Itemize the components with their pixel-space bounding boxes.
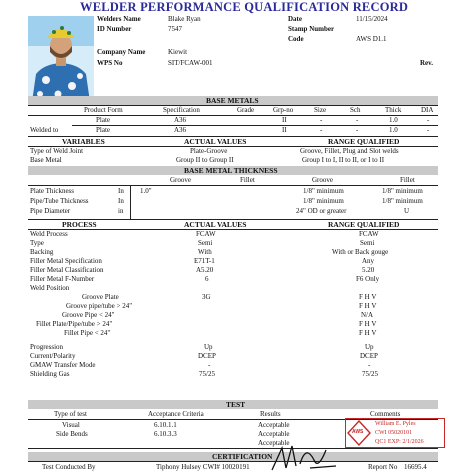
pos-row1-label: Groove Plate — [82, 293, 119, 301]
extra-row1-label: Progression — [30, 343, 64, 351]
welders-name-value: Blake Ryan — [168, 15, 201, 23]
bm-row2-thick: 1.0 — [389, 126, 398, 134]
test-heading: TEST — [226, 400, 246, 409]
bm-row2-grp: II — [282, 126, 287, 134]
thk-row1-range-fillet: 1/8" minimum — [382, 187, 423, 195]
qc1-expiry: QC1 EXP: 2/1/2026 — [375, 439, 424, 445]
proc-row3-actual: With — [198, 248, 212, 256]
bm-row2-sch: - — [356, 126, 359, 134]
test-row2-type: Side Bends — [56, 430, 88, 438]
proc-row1-actual: FCAW — [196, 230, 216, 238]
pos-row4-range: F H V — [359, 320, 377, 328]
var-row2-range: Group I to I, II to II, or I to II — [302, 156, 385, 164]
welded-to-label: Welded to — [30, 126, 59, 134]
company-label: Company Name — [97, 48, 146, 56]
extra-row1-actual: Up — [204, 343, 213, 351]
thk-row2-label: Pipe/Tube Thickness — [30, 197, 89, 205]
pos-row1-range: F H V — [359, 293, 377, 301]
extra-row2-actual: DCEP — [198, 352, 216, 360]
welder-portrait-icon — [28, 16, 94, 102]
pos-row2-range: F H V — [359, 302, 377, 310]
bm-row2-form: Plate — [96, 126, 110, 134]
thk-groove-actual-col: Groove — [170, 176, 191, 184]
thk-row2-unit: In — [118, 197, 124, 205]
thk-row3-range-fillet: U — [404, 207, 410, 215]
col-grp-no: Grp-no — [273, 106, 294, 114]
proc-row5-range: 5.20 — [362, 266, 375, 274]
col-thick: Thick — [385, 106, 402, 114]
rule — [28, 185, 438, 186]
extra-row3-range: - — [368, 361, 371, 369]
test-row2-criteria: 6.10.3.3 — [154, 430, 177, 438]
document-title: WELDER PERFORMANCE QUALIFICATION RECORD — [80, 0, 409, 14]
thickness-heading: BASE METAL THICKNESS — [184, 166, 278, 175]
stamp-number-label: Stamp Number — [288, 25, 335, 33]
base-metals-heading: BASE METALS — [206, 96, 259, 105]
test-row1-result: Acceptable — [258, 421, 290, 429]
thk-fillet-actual-col: Fillet — [240, 176, 255, 184]
thk-row2-range-fillet: 1/8" minimum — [382, 197, 423, 205]
proc-row4-range: Any — [362, 257, 375, 265]
var-row1-label: Type of Weld Joint — [30, 147, 84, 155]
extra-row1-range: Up — [365, 343, 374, 351]
rule — [130, 185, 131, 219]
code-value: AWS D1.1 — [356, 35, 387, 43]
process-actual-heading: ACTUAL VALUES — [184, 220, 247, 229]
thk-row1-actual-groove: 1.0" — [140, 187, 152, 195]
bm-row1-dia: - — [427, 116, 430, 124]
test-row2-result: Acceptable — [258, 430, 290, 438]
rev-label: Rev. — [420, 59, 434, 67]
rule — [72, 125, 438, 126]
proc-row3-range: With or Back gouge — [332, 248, 389, 256]
bm-row2-size: - — [320, 126, 323, 134]
test-col-comments: Comments — [370, 410, 401, 418]
report-no-value: 16695.4 — [404, 463, 427, 471]
thk-groove-range-col: Groove — [312, 176, 333, 184]
col-specification: Specification — [163, 106, 200, 114]
extra-row3-label: GMAW Transfer Mode — [30, 361, 96, 369]
code-label: Code — [288, 35, 304, 43]
proc-row2-range: Semi — [360, 239, 375, 247]
welders-name-label: Welders Name — [97, 15, 141, 23]
report-no-label: Report No — [368, 463, 398, 471]
wps-label: WPS No — [97, 59, 123, 67]
id-number-label: ID Number — [97, 25, 132, 33]
rule — [28, 448, 438, 449]
var-row1-range: Groove, Fillet, Plug and Slot welds — [300, 147, 399, 155]
pos-row3-range: N/A — [361, 311, 374, 319]
variables-actual-heading: ACTUAL VALUES — [184, 137, 247, 146]
thk-row1-range-groove: 1/8" minimum — [303, 187, 344, 195]
proc-row6-label: Filler Metal F-Number — [30, 275, 95, 283]
col-dia: DIA — [421, 106, 434, 114]
extra-row4-range: 75/25 — [362, 370, 378, 378]
proc-row5-label: Filler Metal Classification — [30, 266, 104, 274]
test-row1-type: Visual — [62, 421, 80, 429]
conducted-by-label: Test Conducted By — [42, 463, 96, 471]
bm-row1-sch: - — [356, 116, 359, 124]
test-col-type: Type of test — [54, 410, 87, 418]
test-row3-result: Acceptable — [258, 439, 290, 447]
bm-row1-grp: II — [282, 116, 287, 124]
cwi-name: William E. Pyles — [375, 421, 416, 427]
thk-fillet-range-col: Fillet — [400, 176, 415, 184]
cwi-stamp — [345, 418, 445, 448]
proc-row5-actual: A5.20 — [196, 266, 214, 274]
var-row2-label: Base Metal — [30, 156, 62, 164]
proc-row4-actual: E71T-1 — [194, 257, 215, 265]
bm-row1-size: - — [320, 116, 323, 124]
process-range-heading: RANGE QUALIFIED — [328, 220, 400, 229]
proc-row1-range: FCAW — [359, 230, 379, 238]
proc-row1-label: Weld Process — [30, 230, 68, 238]
test-col-results: Results — [260, 410, 281, 418]
wps-value: SIT/FCAW-001 — [168, 59, 213, 67]
thk-row1-unit: In — [118, 187, 124, 195]
conducted-by-value: Tiphony Hulsey CWI# 10020191 — [156, 463, 250, 471]
variables-heading: VARIABLES — [62, 137, 105, 146]
test-col-criteria: Acceptance Criteria — [148, 410, 204, 418]
pos-row5-label: Fillet Pipe < 24" — [64, 329, 111, 337]
thk-row3-label: Pipe Diameter — [30, 207, 71, 215]
aws-stamp-text: AWS — [352, 429, 364, 435]
bm-row2-dia: - — [427, 126, 430, 134]
pos-row2-label: Groove pipe/tube > 24" — [66, 302, 133, 310]
col-grade: Grade — [237, 106, 255, 114]
company-value: Kiewit — [168, 48, 188, 56]
variables-range-heading: RANGE QUALIFIED — [328, 137, 400, 146]
proc-row2-label: Type — [30, 239, 44, 247]
pos-row4-label: Fillet Plate/Pipe/tube > 24" — [36, 320, 113, 328]
proc-row6-range: F6 Only — [356, 275, 380, 283]
pos-row3-label: Groove Pipe < 24" — [62, 311, 115, 319]
proc-row2-actual: Semi — [198, 239, 213, 247]
extra-row4-actual: 75/25 — [199, 370, 215, 378]
col-size: Size — [314, 106, 327, 114]
bm-row1-thick: 1.0 — [389, 116, 398, 124]
bm-row1-form: Plate — [96, 116, 110, 124]
certification-heading: CERTIFICATION — [212, 452, 273, 461]
var-row1-actual: Plate-Groove — [190, 147, 228, 155]
proc-row6-actual: 6 — [205, 275, 209, 283]
welder-photo — [28, 16, 94, 102]
cwi-number: CWI 05020101 — [375, 430, 413, 436]
pos-row5-range: F H V — [359, 329, 377, 337]
rule — [28, 461, 438, 462]
process-heading: PROCESS — [62, 220, 97, 229]
id-number-value: 7547 — [168, 25, 182, 33]
date-value: 11/15/2024 — [356, 15, 388, 23]
thk-row1-label: Plate Thickness — [30, 187, 75, 195]
extra-row2-label: Current/Polarity — [30, 352, 76, 360]
bm-row2-spec: A36 — [174, 126, 187, 134]
date-label: Date — [288, 15, 302, 23]
proc-row4-label: Filler Metal Specification — [30, 257, 102, 265]
extra-row2-range: DCEP — [360, 352, 378, 360]
thk-row2-range-groove: 1/8" minimum — [303, 197, 344, 205]
signature-icon — [270, 440, 340, 474]
var-row2-actual: Group II to Group II — [176, 156, 234, 164]
extra-row4-label: Shielding Gas — [30, 370, 70, 378]
thk-row3-range-groove: 24" OD or greater — [296, 207, 347, 215]
proc-row7-label: Weld Position — [30, 284, 70, 292]
thk-row3-unit: in — [118, 207, 124, 215]
col-sch: Sch — [350, 106, 361, 114]
proc-row3-label: Backing — [30, 248, 54, 256]
rule — [28, 115, 438, 116]
bm-row1-spec: A36 — [174, 116, 187, 124]
test-row1-criteria: 6.10.1.1 — [154, 421, 177, 429]
col-product-form: Product Form — [84, 106, 123, 114]
pos-row1-actual: 3G — [202, 293, 211, 301]
extra-row3-actual: - — [208, 361, 211, 369]
